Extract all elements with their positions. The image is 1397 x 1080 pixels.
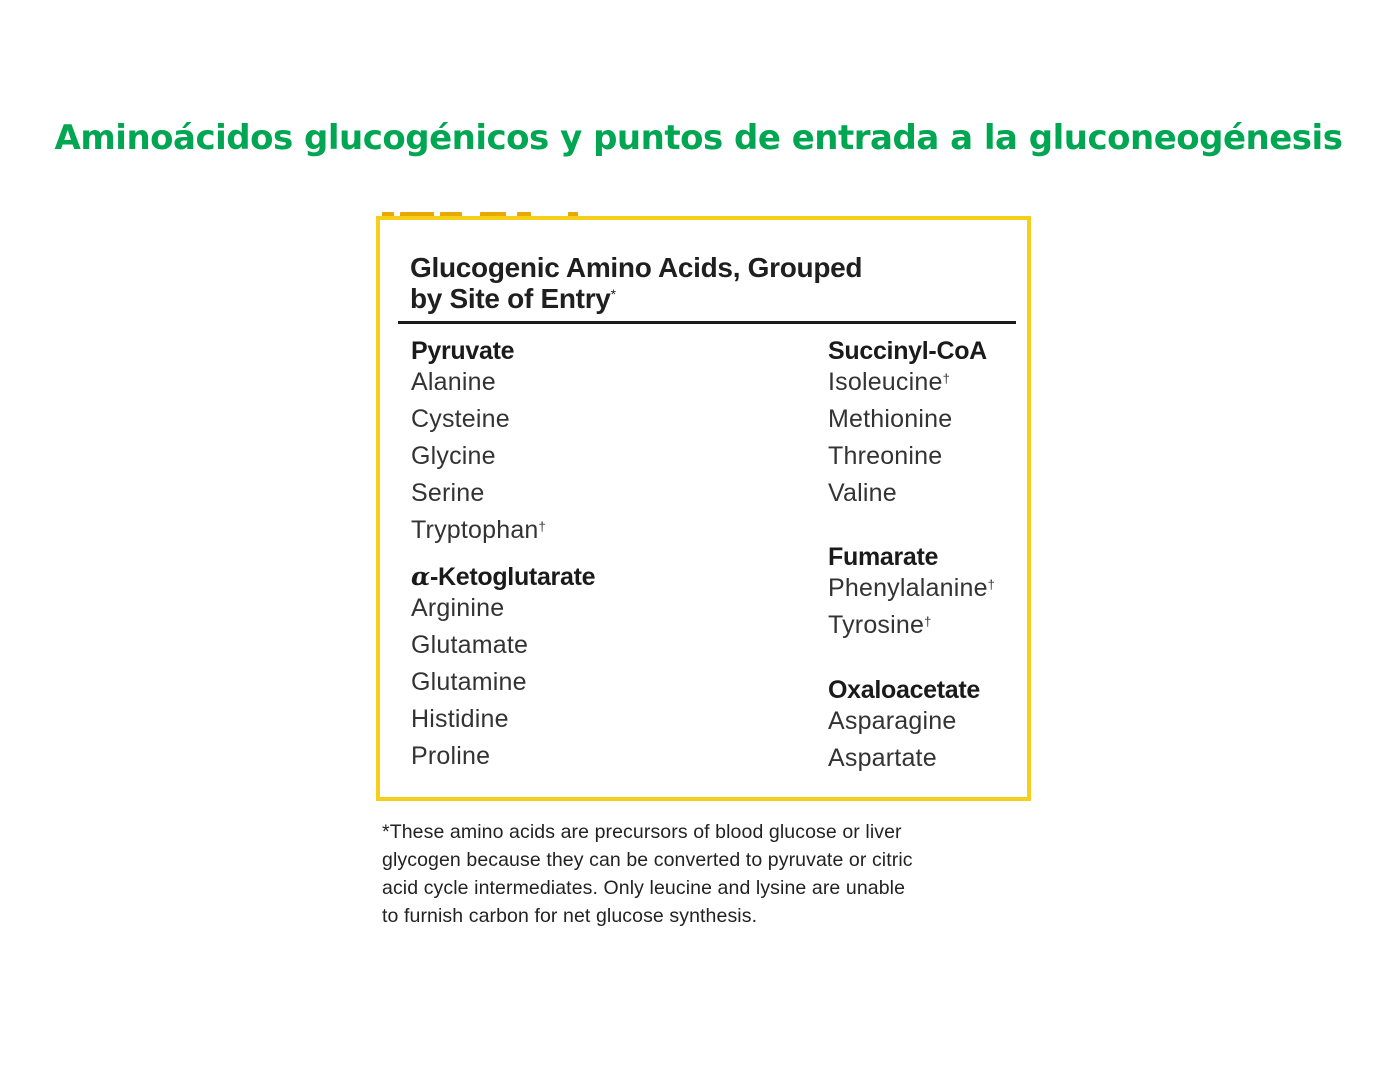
group-heading: Fumarate: [828, 543, 939, 571]
list-item: Isoleucine†: [828, 368, 951, 396]
list-item: Arginine: [411, 594, 505, 622]
footnote-line: to furnish carbon for net glucose synthesis.: [382, 905, 758, 927]
group-succinyl-coa: [828, 336, 987, 514]
group-heading: Oxaloacetate: [828, 676, 981, 704]
footnote-line: glycogen because they can be converted to pyruvate or citric: [382, 849, 913, 871]
list-item: Histidine: [411, 705, 509, 733]
list-item: Proline: [411, 742, 491, 770]
group-heading: α-Ketoglutarate: [411, 562, 596, 591]
list-item: Cysteine: [411, 405, 510, 433]
group-heading: Succinyl-CoA: [828, 337, 987, 365]
table-title-line-2-text: by Site of Entry: [410, 283, 611, 314]
asterisk-mark: *: [610, 286, 616, 302]
list-item: Methionine: [828, 405, 953, 433]
group-heading: Pyruvate: [411, 337, 515, 365]
table-header-rule: [398, 321, 1016, 324]
alpha-symbol: α: [411, 562, 430, 591]
slide-title: Aminoácidos glucogénicos y puntos de entrada a la gluconeogénesis: [54, 118, 1343, 158]
group-oxaloacetate: [828, 675, 980, 779]
group-pyruvate: [411, 336, 546, 551]
list-item: Glycine: [411, 442, 496, 470]
list-item: Valine: [828, 479, 897, 507]
group-fumarate: [828, 542, 995, 646]
list-item: Glutamine: [411, 668, 527, 696]
footnote-line: acid cycle intermediates. Only leucine and lysine are unable: [382, 877, 906, 899]
list-item: Phenylalanine†: [828, 574, 996, 602]
table-title-line-1: Glucogenic Amino Acids, Grouped: [410, 252, 863, 283]
list-item: Aspartate: [828, 744, 937, 772]
table-title-line-2: [410, 283, 862, 314]
amino-acid-table: [376, 216, 1031, 801]
list-item: Glutamate: [411, 631, 529, 659]
table-title: [410, 252, 862, 314]
list-item: Serine: [411, 479, 485, 507]
footnote-line: *These amino acids are precursors of blood glucose or liver: [382, 821, 902, 843]
list-item: Asparagine: [828, 707, 957, 735]
list-item: Tryptophan†: [411, 516, 546, 544]
group-alpha-ketoglutarate: [411, 562, 595, 777]
list-item: Alanine: [411, 368, 496, 396]
list-item: Tyrosine†: [828, 611, 932, 639]
table-footnote: [382, 818, 1022, 930]
list-item: Threonine: [828, 442, 943, 470]
